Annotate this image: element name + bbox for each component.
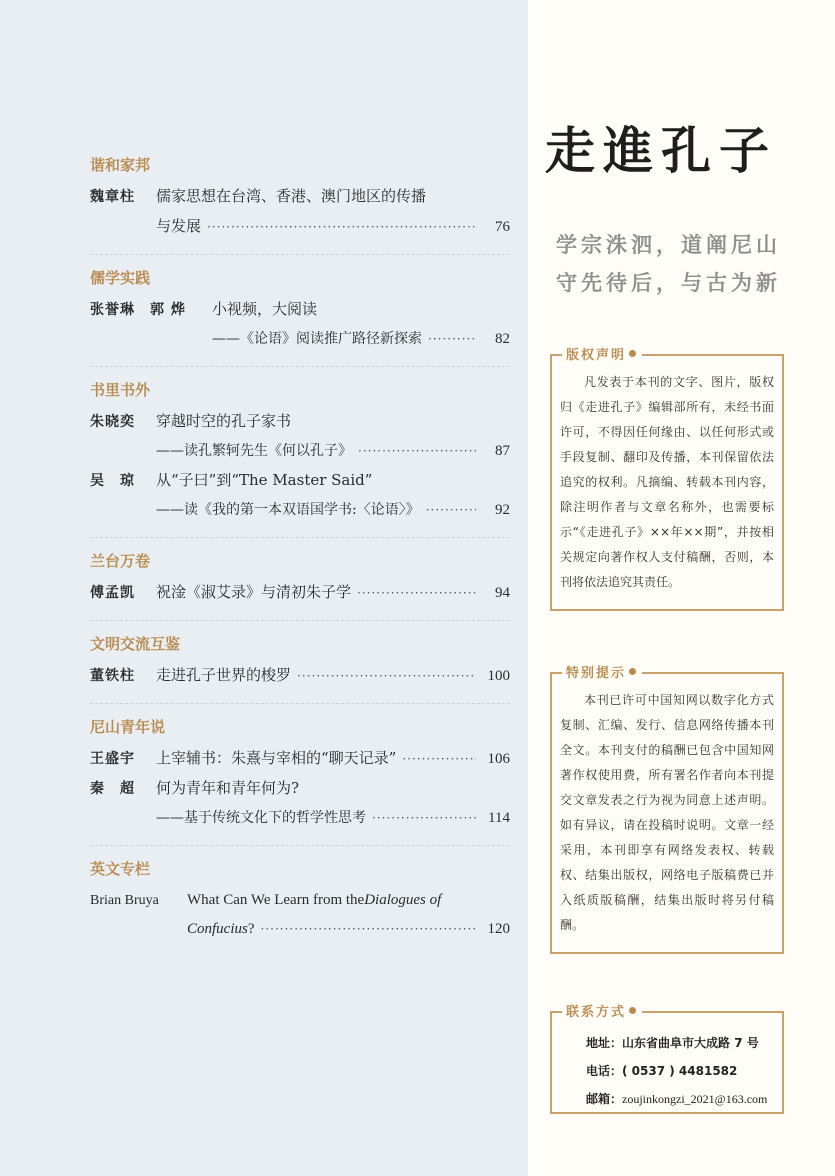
box-label: 联系方式: [562, 1001, 642, 1020]
entry-author: 王盛宇: [90, 751, 135, 767]
section-title: 儒学实践: [90, 269, 151, 287]
section-title: 文明交流互鉴: [90, 635, 181, 653]
toc-section: [90, 267, 510, 367]
motto: [556, 226, 781, 302]
section-title: 书里书外: [90, 381, 151, 399]
section-title: 谐和家邦: [90, 156, 151, 174]
section-divider: [90, 620, 510, 621]
entry-title-cont: 与发展: [156, 217, 202, 235]
toc-section: [90, 858, 510, 944]
address-value: 山东省曲阜市大成路 7 号: [622, 1036, 759, 1050]
toc-section: [90, 379, 510, 538]
email-value[interactable]: zoujinkongzi_2021@163.com: [622, 1092, 768, 1106]
toc-section: [90, 154, 510, 255]
entry-page: 76: [495, 219, 510, 235]
entry-title: 何为青年和青年何为?: [156, 779, 300, 797]
copyright-text: 凡发表于本刊的文字、图片，版权归《走进孔子》编辑部所有，未经书面许可，不得因任何缘由、以任何形式或手段复制、翻印及传播，本刊保留依法追究的权利。凡摘编、转载本刊内容，除注明作者与文章名称外，也需要标示“《走进孔子》××年××期”，并按相关规定向著作权人支付稿酬，否则，本刊将依法追究其责任。: [560, 375, 774, 589]
logo-text: 走進孔子: [545, 122, 777, 180]
table-of-contents: [90, 148, 510, 944]
toc-entry[interactable]: [90, 466, 510, 525]
entry-title: 上宰辅书：朱熹与宰相的“聊天记录”: [156, 749, 397, 767]
entry-title: 儒家思想在台湾、香港、澳门地区的传播: [156, 187, 427, 205]
leader-dots: [358, 437, 476, 466]
copyright-box: [550, 348, 784, 611]
motto-line: 学宗洙泗，道阐尼山: [556, 233, 781, 257]
contact-info: [552, 1013, 782, 1113]
notice-box: [550, 666, 784, 954]
toc-section: [90, 716, 510, 846]
contact-box: [550, 1005, 784, 1114]
toc-entry[interactable]: [90, 661, 510, 691]
section-divider: [90, 703, 510, 704]
entry-author: 吴 琼: [90, 473, 135, 489]
leader-dots: [428, 325, 476, 354]
entry-subtitle: ——读孔繁轲先生《何以孔子》: [156, 443, 352, 459]
masthead-logo: [545, 122, 805, 180]
entry-title: 从“子曰”到“The Master Said”: [156, 471, 373, 489]
toc-entry[interactable]: [90, 407, 510, 466]
toc-entry[interactable]: [90, 295, 510, 354]
toc-entry[interactable]: [90, 182, 510, 242]
leader-dots: [207, 213, 476, 242]
toc-entry[interactable]: [90, 886, 510, 944]
entry-title-suffix: ?: [247, 921, 255, 937]
entry-subtitle: ——基于传统文化下的哲学性思考: [156, 810, 366, 826]
entry-author: 朱晓奕: [90, 414, 135, 430]
entry-author: 张誉琳 郭 烨: [90, 302, 186, 318]
entry-title: 走进孔子世界的梭罗: [156, 666, 292, 684]
entry-author: Brian Bruya: [90, 893, 159, 908]
section-title: 英文专栏: [90, 860, 151, 878]
entry-page: 114: [488, 810, 510, 826]
entry-title-cont: Confucius: [187, 921, 248, 937]
leader-dots: [297, 662, 476, 691]
section-title: 兰台万卷: [90, 552, 151, 570]
leader-dots: [426, 496, 476, 525]
entry-author: 傅孟凯: [90, 585, 135, 601]
toc-entry[interactable]: [90, 774, 510, 833]
entry-author: 魏章柱: [90, 189, 135, 205]
section-divider: [90, 254, 510, 255]
section-divider: [90, 845, 510, 846]
notice-text: 本刊已许可中国知网以数字化方式复制、汇编、发行、信息网络传播本刊全文。本刊支付的稿酬已包含中国知网著作权使用费，所有署名作者向本刊提交文章发表之行为视为同意上述声明。如有异议，请在投稿时说明。文章一经采用，本刊即享有网络发表权、转载权、结集出版权，网络电子版稿费已并入纸质版稿酬，结集出版时将另付稿酬。: [560, 693, 774, 932]
toc-entry[interactable]: [90, 744, 510, 774]
entry-subtitle: ——读《我的第一本双语国学书:〈论语〉》: [156, 502, 420, 518]
entry-author: 秦 超: [90, 781, 135, 797]
toc-entry[interactable]: [90, 578, 510, 608]
email-key: 邮箱：: [586, 1092, 623, 1106]
section-divider: [90, 537, 510, 538]
entry-title: 穿越时空的孔子家书: [156, 412, 292, 430]
phone-value: ( 0537 ) 4481582: [622, 1064, 738, 1078]
box-label: 版权声明: [562, 344, 642, 363]
leader-dots: [372, 804, 476, 833]
calligraphy-logo-icon: [545, 122, 805, 180]
entry-subtitle: ——《论语》阅读推广路径新探索: [212, 331, 422, 347]
entry-page: 120: [487, 921, 510, 937]
entry-page: 87: [495, 443, 510, 459]
leader-dots: [402, 745, 476, 774]
entry-author: 董铁柱: [90, 668, 135, 684]
leader-dots: [357, 579, 476, 608]
section-title: 尼山青年说: [90, 718, 166, 736]
leader-dots: [261, 915, 476, 944]
section-divider: [90, 366, 510, 367]
entry-page: 94: [495, 585, 510, 601]
toc-section: [90, 633, 510, 704]
motto-line: 守先待后，与古为新: [556, 271, 781, 295]
phone-key: 电话：: [586, 1064, 623, 1078]
entry-page: 92: [495, 502, 510, 518]
address-key: 地址：: [586, 1036, 623, 1050]
entry-page: 106: [487, 751, 510, 767]
entry-title: 祝淦《淑艾录》与清初朱子学: [156, 583, 352, 601]
entry-title: What Can We Learn from the: [187, 892, 365, 908]
box-label: 特别提示: [562, 662, 642, 681]
toc-section: [90, 550, 510, 621]
entry-title: 小视频，大阅读: [212, 300, 318, 318]
entry-page: 82: [495, 331, 510, 347]
entry-page: 100: [487, 668, 510, 684]
entry-title-italic: Dialogues of: [364, 892, 442, 908]
